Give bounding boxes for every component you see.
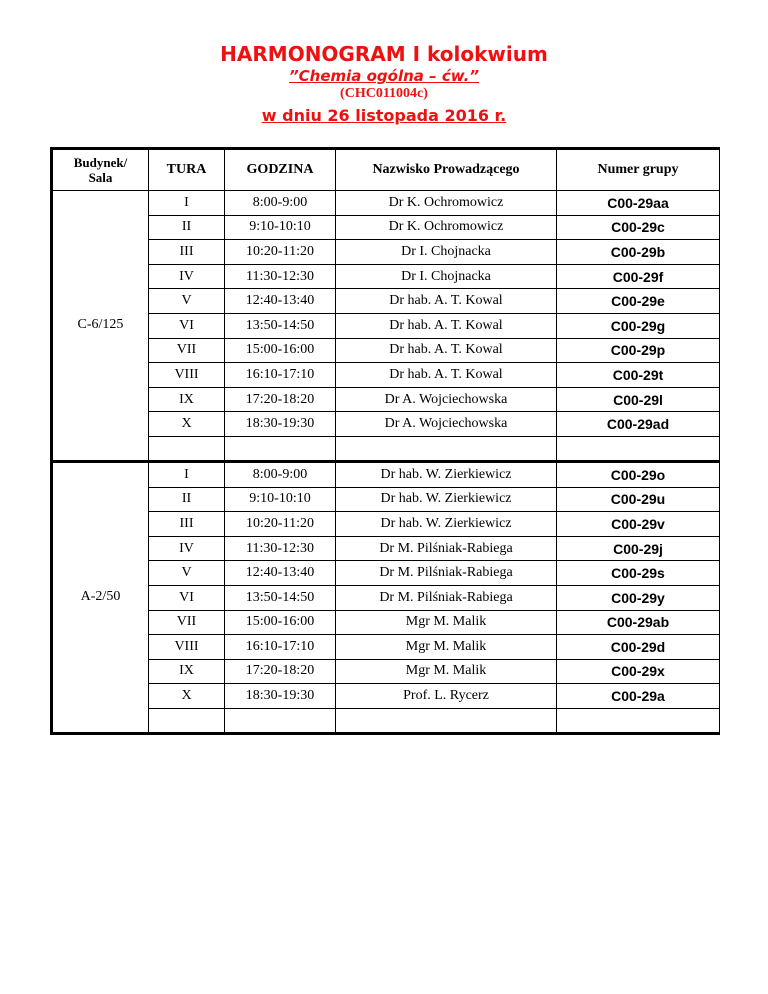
- instructor-cell: Mgr M. Malik: [336, 610, 557, 635]
- time-cell: 17:20-18:20: [225, 659, 336, 684]
- time-cell: 15:00-16:00: [225, 610, 336, 635]
- header-prowadzacy: Nazwisko Prowadzącego: [336, 149, 557, 191]
- tura-cell: II: [149, 487, 225, 512]
- empty-cell: [149, 436, 225, 461]
- time-cell: 17:20-18:20: [225, 387, 336, 412]
- empty-cell: [149, 708, 225, 733]
- time-cell: 13:50-14:50: [225, 585, 336, 610]
- table-row: [52, 412, 720, 437]
- group-cell: C00-29s: [557, 561, 720, 586]
- instructor-cell: Mgr M. Malik: [336, 659, 557, 684]
- tura-cell: IV: [149, 264, 225, 289]
- tura-cell: VIII: [149, 635, 225, 660]
- schedule-body: [52, 191, 720, 734]
- table-row: [52, 461, 720, 487]
- tura-cell: VIII: [149, 363, 225, 388]
- instructor-cell: Dr hab. A. T. Kowal: [336, 289, 557, 314]
- course-name: ”Chemia ogólna – ćw.”: [288, 67, 480, 85]
- instructor-cell: Dr hab. A. T. Kowal: [336, 313, 557, 338]
- group-cell: C00-29l: [557, 387, 720, 412]
- group-cell: C00-29o: [557, 461, 720, 487]
- table-row: [52, 536, 720, 561]
- tura-cell: VI: [149, 585, 225, 610]
- group-cell: C00-29p: [557, 338, 720, 363]
- header-building: [52, 149, 149, 191]
- instructor-cell: Dr hab. W. Zierkiewicz: [336, 512, 557, 537]
- empty-cell: [336, 708, 557, 733]
- group-cell: C00-29v: [557, 512, 720, 537]
- tura-cell: III: [149, 512, 225, 537]
- empty-cell: [225, 708, 336, 733]
- tura-cell: IX: [149, 659, 225, 684]
- tura-cell: IV: [149, 536, 225, 561]
- tura-cell: II: [149, 215, 225, 240]
- header-building-line2: Sala: [88, 170, 113, 185]
- table-row: [52, 487, 720, 512]
- group-cell: C00-29e: [557, 289, 720, 314]
- empty-cell: [557, 708, 720, 733]
- empty-row: [52, 436, 720, 461]
- tura-cell: V: [149, 561, 225, 586]
- instructor-cell: Dr A. Wojciechowska: [336, 412, 557, 437]
- tura-cell: V: [149, 289, 225, 314]
- table-row: [52, 610, 720, 635]
- time-cell: 10:20-11:20: [225, 512, 336, 537]
- table-row: [52, 585, 720, 610]
- group-cell: C00-29b: [557, 240, 720, 265]
- table-row: [52, 313, 720, 338]
- table-row: [52, 289, 720, 314]
- table-row: [52, 191, 720, 216]
- instructor-cell: Dr M. Pilśniak-Rabiega: [336, 561, 557, 586]
- table-row: [52, 512, 720, 537]
- time-cell: 15:00-16:00: [225, 338, 336, 363]
- table-row: [52, 215, 720, 240]
- time-cell: 16:10-17:10: [225, 635, 336, 660]
- time-cell: 18:30-19:30: [225, 412, 336, 437]
- tura-cell: X: [149, 684, 225, 709]
- header-tura: TURA: [149, 149, 225, 191]
- tura-cell: IX: [149, 387, 225, 412]
- instructor-cell: Dr M. Pilśniak-Rabiega: [336, 536, 557, 561]
- table-row: [52, 387, 720, 412]
- table-row: [52, 264, 720, 289]
- group-cell: C00-29t: [557, 363, 720, 388]
- table-row: [52, 561, 720, 586]
- group-cell: C00-29aa: [557, 191, 720, 216]
- instructor-cell: Dr M. Pilśniak-Rabiega: [336, 585, 557, 610]
- building-cell: C-6/125: [52, 191, 149, 462]
- tura-cell: III: [149, 240, 225, 265]
- group-cell: C00-29x: [557, 659, 720, 684]
- tura-cell: VII: [149, 338, 225, 363]
- table-row: [52, 338, 720, 363]
- time-cell: 12:40-13:40: [225, 289, 336, 314]
- table-row: [52, 240, 720, 265]
- time-cell: 9:10-10:10: [225, 215, 336, 240]
- table-row: [52, 659, 720, 684]
- time-cell: 10:20-11:20: [225, 240, 336, 265]
- header-grupa: Numer grupy: [557, 149, 720, 191]
- document-title: HARMONOGRAM I kolokwium: [220, 42, 548, 66]
- table-row: [52, 684, 720, 709]
- group-cell: C00-29d: [557, 635, 720, 660]
- tura-cell: I: [149, 191, 225, 216]
- instructor-cell: Mgr M. Malik: [336, 635, 557, 660]
- time-cell: 11:30-12:30: [225, 536, 336, 561]
- header-building-line1: Budynek/: [73, 155, 128, 170]
- date-line: w dniu 26 listopada 2016 r.: [261, 106, 507, 125]
- instructor-cell: Dr K. Ochromowicz: [336, 215, 557, 240]
- instructor-cell: Dr I. Chojnacka: [336, 240, 557, 265]
- instructor-cell: Dr I. Chojnacka: [336, 264, 557, 289]
- time-cell: 11:30-12:30: [225, 264, 336, 289]
- tura-cell: I: [149, 461, 225, 487]
- instructor-cell: Dr hab. W. Zierkiewicz: [336, 487, 557, 512]
- group-cell: C00-29f: [557, 264, 720, 289]
- group-cell: C00-29j: [557, 536, 720, 561]
- instructor-cell: Prof. L. Rycerz: [336, 684, 557, 709]
- building-cell: A-2/50: [52, 461, 149, 733]
- table-row: [52, 635, 720, 660]
- time-cell: 18:30-19:30: [225, 684, 336, 709]
- tura-cell: X: [149, 412, 225, 437]
- group-cell: C00-29u: [557, 487, 720, 512]
- empty-row: [52, 708, 720, 733]
- group-cell: C00-29ab: [557, 610, 720, 635]
- header-godzina: GODZINA: [225, 149, 336, 191]
- tura-cell: VI: [149, 313, 225, 338]
- time-cell: 16:10-17:10: [225, 363, 336, 388]
- instructor-cell: Dr hab. W. Zierkiewicz: [336, 461, 557, 487]
- instructor-cell: Dr K. Ochromowicz: [336, 191, 557, 216]
- group-cell: C00-29a: [557, 684, 720, 709]
- time-cell: 8:00-9:00: [225, 461, 336, 487]
- instructor-cell: Dr hab. A. T. Kowal: [336, 338, 557, 363]
- table-header-row: [52, 149, 720, 191]
- group-cell: C00-29ad: [557, 412, 720, 437]
- time-cell: 13:50-14:50: [225, 313, 336, 338]
- group-cell: C00-29y: [557, 585, 720, 610]
- empty-cell: [336, 436, 557, 461]
- schedule-table: [50, 147, 720, 735]
- table-row: [52, 363, 720, 388]
- group-cell: C00-29g: [557, 313, 720, 338]
- course-code: (CHC011004c): [340, 86, 428, 101]
- empty-cell: [557, 436, 720, 461]
- time-cell: 8:00-9:00: [225, 191, 336, 216]
- time-cell: 12:40-13:40: [225, 561, 336, 586]
- instructor-cell: Dr hab. A. T. Kowal: [336, 363, 557, 388]
- empty-cell: [225, 436, 336, 461]
- tura-cell: VII: [149, 610, 225, 635]
- group-cell: C00-29c: [557, 215, 720, 240]
- instructor-cell: Dr A. Wojciechowska: [336, 387, 557, 412]
- time-cell: 9:10-10:10: [225, 487, 336, 512]
